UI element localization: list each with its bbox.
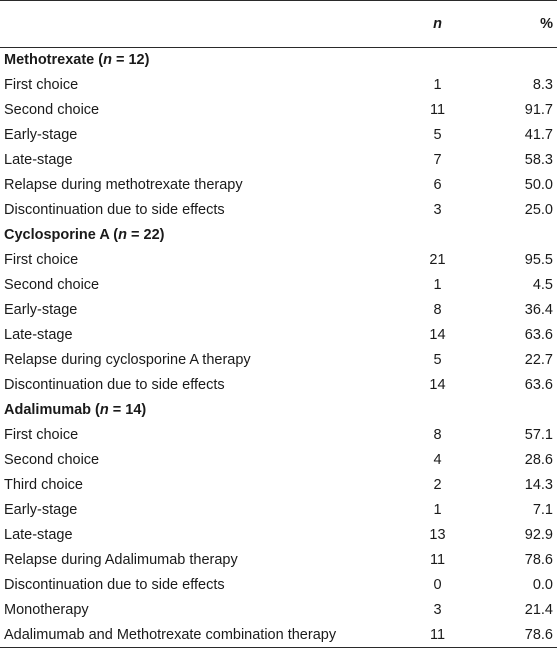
section-header-row — [0, 48, 557, 73]
table-row — [0, 548, 557, 573]
row-label: Discontinuation due to side effects — [4, 377, 225, 393]
row-n: 11 — [429, 102, 446, 118]
section-n-label: n — [99, 402, 109, 418]
header-label — [0, 1, 394, 48]
table-row — [0, 198, 557, 223]
row-percent: 78.6 — [524, 552, 553, 568]
section-n-value: = 12 — [111, 52, 145, 69]
section-drug-name: Methotrexate — [4, 52, 95, 69]
header-row — [0, 1, 557, 48]
row-n: 4 — [433, 452, 442, 468]
row-percent: 21.4 — [524, 602, 553, 618]
row-label: Discontinuation due to side effects — [4, 202, 225, 218]
table-row — [0, 173, 557, 198]
row-n: 11 — [394, 623, 481, 648]
row-percent: 0.0 — [532, 577, 553, 593]
row-percent: 8.3 — [532, 77, 553, 93]
row-n: 14 — [429, 377, 446, 393]
table-row — [0, 598, 557, 623]
row-n: 7 — [433, 152, 442, 168]
table-row — [0, 448, 557, 473]
row-label: Early-stage — [4, 127, 78, 143]
row-percent: 92.9 — [524, 527, 553, 543]
row-n: 3 — [433, 602, 442, 618]
row-percent: 14.3 — [524, 477, 553, 493]
row-label: First choice — [4, 77, 79, 93]
row-percent: 91.7 — [524, 102, 553, 118]
section-title: Cyclosporine A (n = 22) — [4, 227, 165, 243]
section-n-label: n — [103, 52, 112, 69]
row-label: Second choice — [4, 102, 100, 118]
row-label: Adalimumab and Methotrexate combination therapy — [0, 623, 394, 648]
table-row — [0, 298, 557, 323]
row-label: Second choice — [4, 277, 100, 293]
header-percent: % — [481, 1, 557, 48]
table-row — [0, 323, 557, 348]
row-label: Monotherapy — [4, 602, 89, 618]
table-body — [0, 48, 557, 648]
row-percent: 95.5 — [524, 252, 553, 268]
row-n: 5 — [433, 127, 442, 143]
table-row — [0, 498, 557, 523]
row-n: 21 — [429, 252, 446, 268]
row-percent: 57.1 — [524, 427, 553, 443]
section-drug-name: Adalimumab — [4, 402, 92, 418]
table-row — [0, 523, 557, 548]
row-n: 0 — [433, 577, 442, 593]
row-label: Late-stage — [4, 152, 73, 168]
row-percent: 58.3 — [524, 152, 553, 168]
section-n-label: n — [118, 227, 127, 243]
table-row — [0, 98, 557, 123]
row-n: 1 — [433, 77, 442, 93]
section-drug-name: Cyclosporine A — [4, 227, 110, 243]
row-label: First choice — [4, 427, 79, 443]
row-n: 8 — [433, 427, 442, 443]
table-row — [0, 473, 557, 498]
row-n: 14 — [429, 327, 446, 343]
row-label: Third choice — [4, 477, 83, 493]
row-percent: 50.0 — [524, 177, 553, 193]
header-n: n — [394, 1, 481, 48]
section-n-value: = 22 — [127, 227, 160, 243]
row-percent: 4.5 — [532, 277, 553, 293]
table-row — [0, 73, 557, 98]
row-percent: 7.1 — [532, 502, 553, 518]
row-percent: 25.0 — [524, 202, 553, 218]
section-header-row — [0, 398, 557, 423]
row-n: 1 — [433, 502, 442, 518]
table-row — [0, 573, 557, 598]
row-percent: 78.6 — [481, 623, 557, 648]
row-label: Relapse during cyclosporine A therapy — [4, 352, 251, 368]
row-n: 2 — [433, 477, 442, 493]
row-n: 11 — [429, 552, 446, 568]
section-title: Methotrexate (n = 12) — [4, 52, 150, 69]
row-percent: 22.7 — [524, 352, 553, 368]
row-label: Relapse during methotrexate therapy — [4, 177, 243, 193]
row-n: 6 — [433, 177, 442, 193]
row-label: Late-stage — [4, 327, 73, 343]
table-row — [0, 373, 557, 398]
row-label: Late-stage — [4, 527, 73, 543]
table-row — [0, 248, 557, 273]
table-row — [0, 423, 557, 448]
row-n: 1 — [433, 277, 442, 293]
table-row — [0, 623, 557, 648]
row-label: Second choice — [4, 452, 100, 468]
row-n: 8 — [433, 302, 442, 318]
row-label: Early-stage — [4, 302, 78, 318]
row-percent: 63.6 — [524, 327, 553, 343]
row-n: 13 — [429, 527, 446, 543]
section-header-row — [0, 223, 557, 248]
row-percent: 63.6 — [524, 377, 553, 393]
row-label: First choice — [4, 252, 79, 268]
table-row — [0, 273, 557, 298]
row-percent: 28.6 — [524, 452, 553, 468]
row-percent: 36.4 — [524, 302, 553, 318]
row-label: Discontinuation due to side effects — [4, 577, 225, 593]
table-row — [0, 148, 557, 173]
section-title: Adalimumab (n = 14) — [4, 402, 147, 418]
table-row — [0, 348, 557, 373]
row-label: Relapse during Adalimumab therapy — [4, 552, 238, 568]
section-n-value: = 14 — [108, 402, 142, 418]
row-label: Early-stage — [4, 502, 78, 518]
row-percent: 41.7 — [524, 127, 553, 143]
row-n: 5 — [433, 352, 442, 368]
table-row — [0, 123, 557, 148]
row-n: 3 — [433, 202, 442, 218]
